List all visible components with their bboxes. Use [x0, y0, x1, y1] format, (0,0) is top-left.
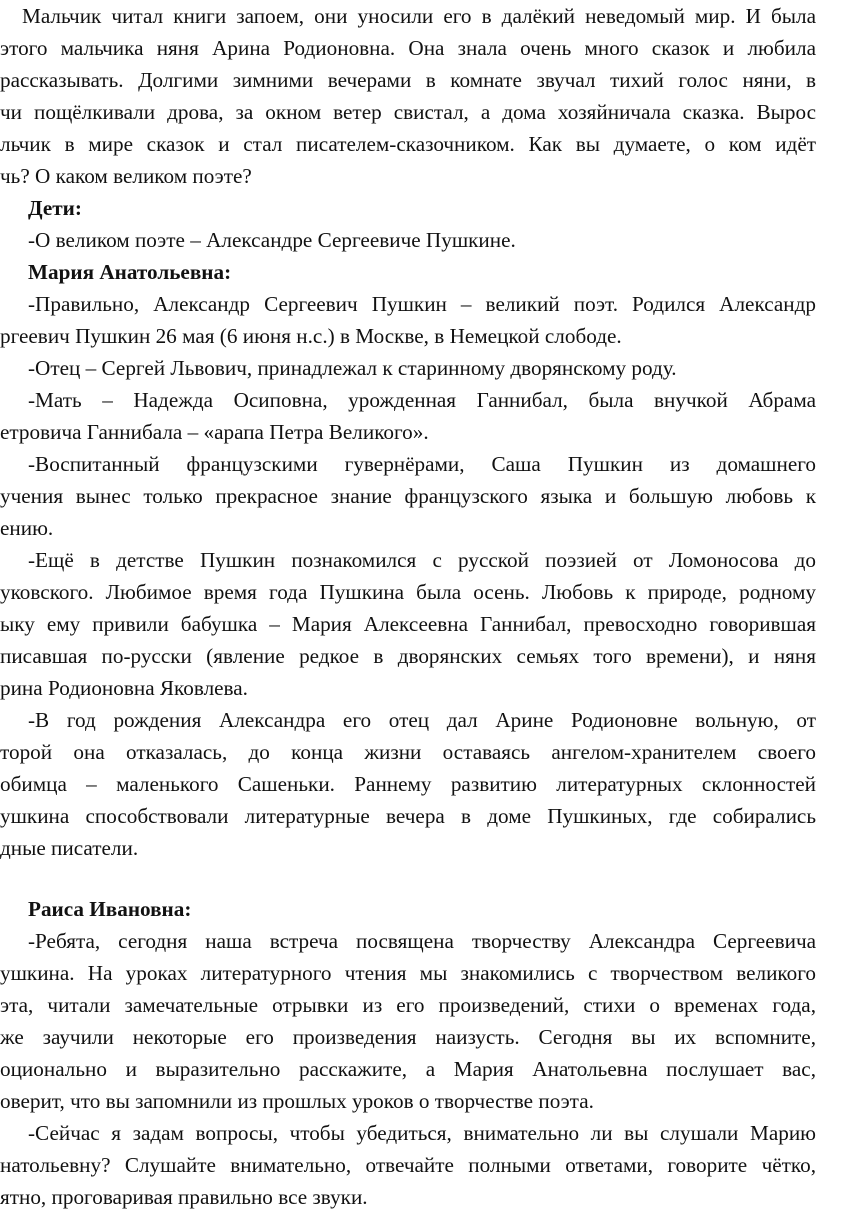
paragraph-line: чи пощёлкивали дрова, за окном ветер свистал, а дома хозяйничала сказка. Вырос: [0, 100, 816, 124]
speaker-label-children: Дети:: [28, 196, 82, 220]
paragraph-line: торой она отказалась, до конца жизни оставаясь ангелом-хранителем своего: [0, 740, 816, 764]
paragraph-line: ушкина способствовали литературные вечера в доме Пушкиных, где собирались: [0, 804, 816, 828]
paragraph-line: рина Родионовна Яковлева.: [0, 676, 248, 700]
paragraph-line: -В год рождения Александра его отец дал Арине Родионовне вольную, от: [28, 708, 816, 732]
paragraph-line: -Сейчас я задам вопросы, чтобы убедиться, внимательно ли вы слушали Марию: [28, 1121, 816, 1145]
speaker-label-raisa: Раиса Ивановна:: [28, 897, 192, 921]
paragraph-line: эта, читали замечательные отрывки из его произведений, стихи о временах года,: [0, 993, 816, 1017]
paragraph-line: -Мать – Надежда Осиповна, урожденная Ганнибал, была внучкой Абрама: [28, 388, 816, 412]
paragraph-line: чь? О каком великом поэте?: [0, 164, 252, 188]
paragraph-line: ушкина. На уроках литературного чтения мы знакомились с творчеством великого: [0, 961, 816, 985]
paragraph-line: -Отец – Сергей Львович, принадлежал к старинному дворянскому роду.: [28, 356, 677, 380]
paragraph-line: -Ещё в детстве Пушкин познакомился с русской поэзией от Ломоносова до: [28, 548, 816, 572]
paragraph-line: уковского. Любимое время года Пушкина была осень. Любовь к природе, родному: [0, 580, 816, 604]
paragraph-line: оверит, что вы запомнили из прошлых уроков о творчестве поэта.: [0, 1089, 594, 1113]
paragraph-line: обимца – маленького Сашеньки. Раннему развитию литературных склонностей: [0, 772, 816, 796]
paragraph-line: Мальчик читал книги запоем, они уносили его в далёкий неведомый мир. И была: [22, 4, 816, 28]
speaker-label-maria: Мария Анатольевна:: [28, 260, 232, 284]
paragraph-line: писавшая по-русски (явление редкое в дворянских семьях того времени), и няня: [0, 644, 816, 668]
paragraph-line: ыку ему привили бабушка – Мария Алексеевна Ганнибал, превосходно говорившая: [0, 612, 816, 636]
paragraph-line: этого мальчика няня Арина Родионовна. Она знала очень много сказок и любила: [0, 36, 816, 60]
paragraph-line: ению.: [0, 516, 54, 540]
paragraph-line: дные писатели.: [0, 836, 139, 860]
paragraph-line: оционально и выразительно расскажите, а Мария Анатольевна послушает вас,: [0, 1057, 816, 1081]
paragraph-line: -Воспитанный французскими гувернёрами, Саша Пушкин из домашнего: [28, 452, 816, 476]
paragraph-line: етровича Ганнибала – «арапа Петра Великого».: [0, 420, 429, 444]
paragraph-line: -Правильно, Александр Сергеевич Пушкин – великий поэт. Родился Александр: [28, 292, 816, 316]
paragraph-line: льчик в мире сказок и стал писателем-сказочником. Как вы думаете, о ком идёт: [0, 132, 816, 156]
paragraph-line: ргеевич Пушкин 26 мая (6 июня н.с.) в Москве, в Немецкой слободе.: [0, 324, 622, 348]
paragraph-line: натольевну? Слушайте внимательно, отвечайте полными ответами, говорите чётко,: [0, 1153, 816, 1177]
paragraph-line: же заучили некоторые его произведения наизусть. Сегодня вы их вспомните,: [0, 1025, 816, 1049]
paragraph-line: -Ребята, сегодня наша встреча посвящена творчеству Александра Сергеевича: [28, 929, 816, 953]
paragraph-line: рассказывать. Долгими зимними вечерами в комнате звучал тихий голос няни, в: [0, 68, 816, 92]
paragraph-line: учения вынес только прекрасное знание французского языка и большую любовь к: [0, 484, 816, 508]
paragraph-line: -О великом поэте – Александре Сергеевиче Пушкине.: [28, 228, 516, 252]
paragraph-line: ятно, проговаривая правильно все звуки.: [0, 1185, 368, 1209]
